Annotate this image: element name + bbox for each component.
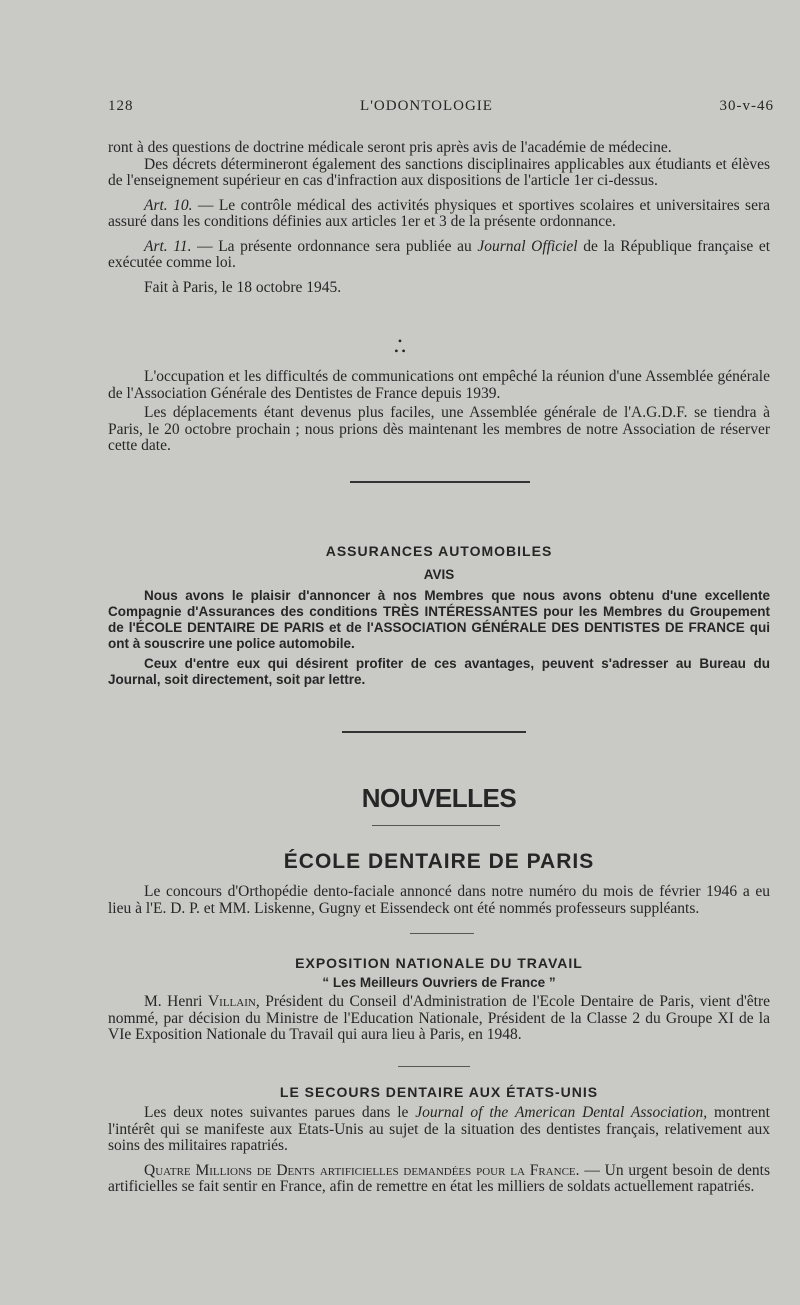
news-section [108,783,770,814]
dentures-text: — Un urgent besoin de dents artificielles se fait sentir en France, afin de remettre en état les milliers de soldats actuellement rapatriés. [108,1161,770,1195]
article-11-text-b: de la République française et exécutée comme loi. [108,237,771,271]
short-divider-2 [398,1066,470,1067]
secours-title: LE SECOURS DENTAIRE AUX ÉTATS-UNIS [279,1084,599,1100]
insurance-paragraph-1: Nous avons le plaisir d'annoncer à nos Membres que nous avons obtenu d'une excellente Compagnie d'Assurances des conditions TRÈS INTÉRESSANTES pour les Membres du Groupement de l'ÉCOLE DENTAIRE DE PARIS et de l'ASSOCIATION GÉNÉRALE DES DENTISTES DE FRANCE qui ont à souscrire une police automobile. [108,588,770,651]
page-header [108,98,774,115]
article-10-label: Art. 10. [144,196,193,214]
ordinance-section [108,140,770,296]
announcement-paragraph-2: Les déplacements étant devenus plus faciles, une Assemblée générale de l'A.G.D.F. se tiendra à Paris, le 20 octobre prochain ; nous prions dès maintenant les membres de notre Association de réserver cette date. [108,404,770,454]
secours-text-a: Les deux notes suivantes parues dans le [144,1104,416,1121]
news-title: NOUVELLES [361,783,517,813]
ordinance-paragraph-1: ront à des questions de doctrine médicale seront pris après avis de l'académie de médecine. [108,139,672,156]
exposition-news [108,955,770,1044]
secours-text-b: montrent l'intérêt qui se manifeste aux Etats-Unis au sujet de la situation des dentistes français, relativement aux soins des militaires rapatriés. [108,1104,770,1154]
page-number: 128 [108,98,134,114]
section-divider-1 [350,481,530,483]
exposition-subtitle: “ Les Meilleurs Ouvriers de France ” [322,975,556,990]
article-11-text-a: — La présente ordonnance sera publiée au [191,237,478,255]
issue-date: 30-v-46 [719,98,774,114]
secours-news [108,1084,770,1196]
news-title-underline [372,825,500,826]
insurance-notice [108,543,770,688]
school-news [108,850,770,917]
article-11 [108,239,770,272]
insurance-subtitle: AVIS [423,567,455,582]
dentures-heading: Quatre Millions de Dents artificielles demandées pour la France. [144,1161,580,1179]
announcement-paragraph-1: L'occupation et les difficultés de communications ont empêché la réunion d'une Assemblée générale de l'Association Générale des Dentistes de France depuis 1939. [108,368,770,402]
insurance-paragraph-2: Ceux d'entre eux qui désirent profiter de ces avantages, peuvent s'adresser au Bureau du Journal, soit directement, soit par lettre. [108,656,770,687]
exposition-text-b: , Président du Conseil d'Administration de l'Ecole Dentaire de Paris, vient d'être nommé, par décision du Ministre de l'Education Nationale, Président de la Classe 2 du Groupe XI de la VIe Exposition Nationale du Travail qui aura lieu à Paris, en 1948. [108,993,770,1043]
american-journal-name: Journal of the American Dental Association, [415,1104,708,1121]
ordinance-paragraph-2: Des décrets détermineront également des sanctions disciplinaires applicables aux étudiants et élèves de l'enseignement supérieur en cas d'infraction aux dispositions de l'article 1er ci-dessus. [108,155,770,189]
section-divider-2 [342,731,526,733]
article-10 [108,198,770,231]
school-title: ÉCOLE DENTAIRE DE PARIS [283,850,595,873]
person-name: Villain [207,993,256,1010]
article-10-text: — Le contrôle médical des activités physiques et sportives scolaires et universitaires sera assuré dans les conditions définies aux articles 1er et 3 de la présente ordonnance. [108,196,770,230]
agdf-announcement [108,369,770,455]
school-paragraph: Le concours d'Orthopédie dento-faciale annoncé dans notre numéro du mois de février 1946 a eu lieu à l'E. D. P. et MM. Liskenne, Gugny et Eissendeck ont été nommés professeurs suppléants. [108,883,770,917]
article-11-label: Art. 11. [144,237,192,255]
secours-paragraph [108,1105,770,1155]
journal-officiel: Journal Officiel [477,237,578,255]
insurance-title: ASSURANCES AUTOMOBILES [325,543,553,559]
signature-line: Fait à Paris, le 18 octobre 1945. [144,278,342,296]
exposition-text-a: M. Henri [144,993,208,1010]
exposition-title: EXPOSITION NATIONALE DU TRAVAIL [295,955,583,971]
asterism-ornament: • • • [394,334,406,358]
dentures-paragraph [108,1163,770,1196]
exposition-paragraph [108,994,770,1044]
short-divider-1 [410,933,474,934]
journal-title: L'ODONTOLOGIE [360,98,493,114]
